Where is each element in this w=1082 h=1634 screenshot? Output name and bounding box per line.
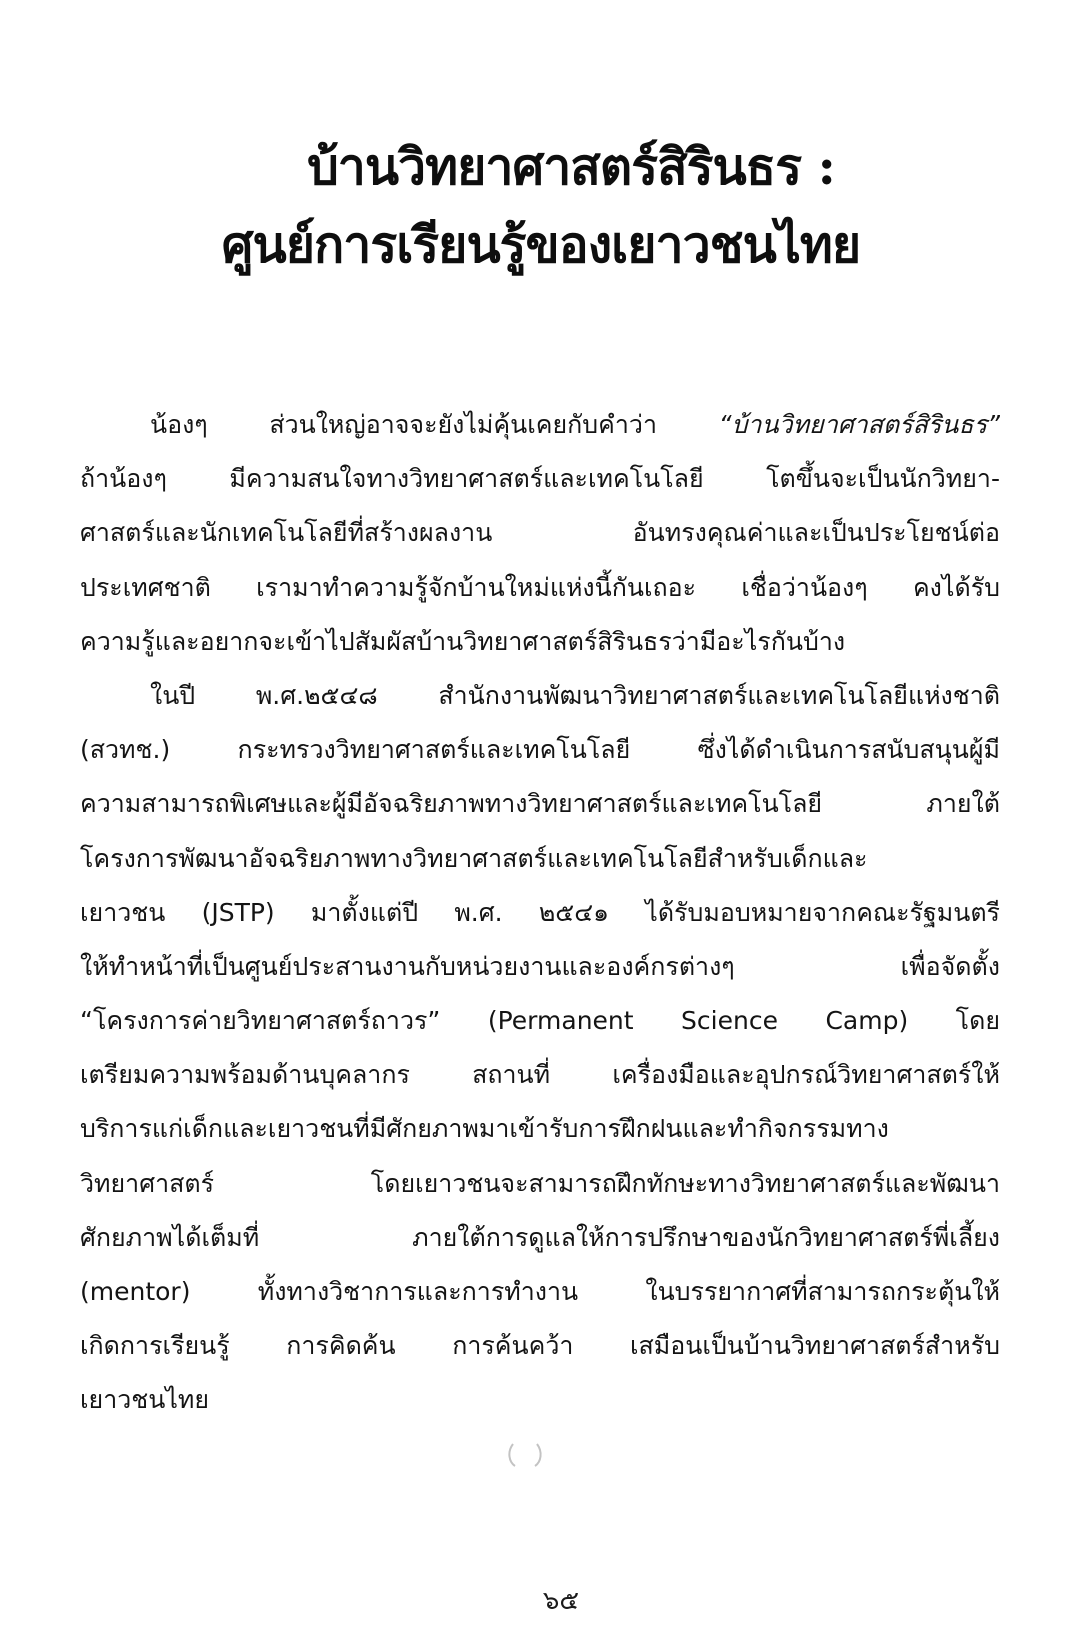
paragraph-2-line-13: เกิดการเรียนรู้ การคิดค้น การค้นคว้า เสมือนเป็นบ้านวิทยาศาสตร์สำหรับ — [80, 1331, 1000, 1361]
paragraph-2-line-14: เยาวชนไทย — [80, 1385, 210, 1415]
paragraph-2-line-4: โครงการพัฒนาอัจฉริยภาพทางวิทยาศาสตร์และเทคโนโลยีสำหรับเด็กและ — [80, 843, 868, 873]
paragraph-2-line-8: เตรียมความพร้อมด้านบุคลากร สถานที่ เครื่องมือและอุปกรณ์วิทยาศาสตร์ให้ — [80, 1060, 1000, 1090]
paragraph-2-line-9: บริการแก่เด็กและเยาวชนที่มีศักยภาพมาเข้ารับการฝึกฝนและทำกิจกรรมทาง — [80, 1114, 889, 1144]
paragraph-2-line-5: เยาวชน (JSTP) มาตั้งแต่ปี พ.ศ. ๒๕๔๑ ได้รับมอบหมายจากคณะรัฐมนตรี — [80, 897, 1000, 927]
paragraph-2-line-2: (สวทช.) กระทรวงวิทยาศาสตร์และเทคโนโลยี ซึ่งได้ดำเนินการสนับสนุนผู้มี — [80, 735, 1000, 765]
paragraph-2-line-7: “โครงการค่ายวิทยาศาสตร์ถาวร” (Permanent Science Camp) โดย — [80, 1006, 1000, 1036]
paragraph-1-line-3: ศาสตร์และนักเทคโนโลยีที่สร้างผลงาน อันทรงคุณค่าและเป็นประโยชน์ต่อ — [80, 518, 1000, 548]
scan-smudge-mark — [505, 1440, 545, 1470]
paragraph-2-line-3: ความสามารถพิเศษและผู้มีอัจฉริยภาพทางวิทยาศาสตร์และเทคโนโลยี ภายใต้ — [80, 789, 1000, 819]
paragraph-2-line-11: ศักยภาพได้เต็มที่ ภายใต้การดูแลให้การปรึกษาของนักวิทยาศาสตร์พี่เลี้ยง — [80, 1222, 1000, 1252]
paragraph-2-line-12: (mentor) ทั้งทางวิชาการและการทำงาน ในบรรยากาศที่สามารถกระตุ้นให้ — [80, 1277, 1000, 1306]
paragraph-2-line-6: ให้ทำหน้าที่เป็นศูนย์ประสานงานกับหน่วยงานและองค์กรต่างๆ เพื่อจัดตั้ง — [80, 951, 1000, 981]
paragraph-1-line-1 — [80, 398, 1000, 452]
paragraph-1-line-5: ความรู้และอยากจะเข้าไปสัมผัสบ้านวิทยาศาสตร์สิรินธรว่ามีอะไรกันบ้าง — [80, 626, 846, 656]
page-number: ๖๕ — [542, 1586, 580, 1616]
italic-term: “บ้านวิทยาศาสตร์สิรินธร” — [718, 410, 1000, 439]
paragraph-2-line-1: ในปี พ.ศ.๒๕๔๘ สำนักงานพัฒนาวิทยาศาสตร์และเทคโนโลยีแห่งชาติ — [150, 680, 1000, 710]
body-text — [80, 398, 1000, 1428]
title-line-1: บ้านวิทยาศาสตร์สิรินธร : — [307, 137, 835, 196]
paragraph-1-line-2: ถ้าน้องๆ มีความสนใจทางวิทยาศาสตร์และเทคโนโลยี โตขึ้นจะเป็นนักวิทยา- — [80, 464, 1000, 494]
paragraph-1-line-4: ประเทศชาติ เรามาทำความรู้จักบ้านใหม่แห่งนี้กันเถอะ เชื่อว่าน้องๆ คงได้รับ — [80, 572, 1000, 602]
document-title — [0, 128, 1082, 284]
title-line-2: ศูนย์การเรียนรู้ของเยาวชนไทย — [221, 215, 861, 274]
paragraph-2-line-10: วิทยาศาสตร์ โดยเยาวชนจะสามารถฝึกทักษะทางวิทยาศาสตร์และพัฒนา — [80, 1168, 1000, 1198]
paragraph-1-line-1-text: น้องๆ ส่วนใหญ่อาจจะยังไม่คุ้นเคยกับคำว่า — [150, 410, 719, 439]
